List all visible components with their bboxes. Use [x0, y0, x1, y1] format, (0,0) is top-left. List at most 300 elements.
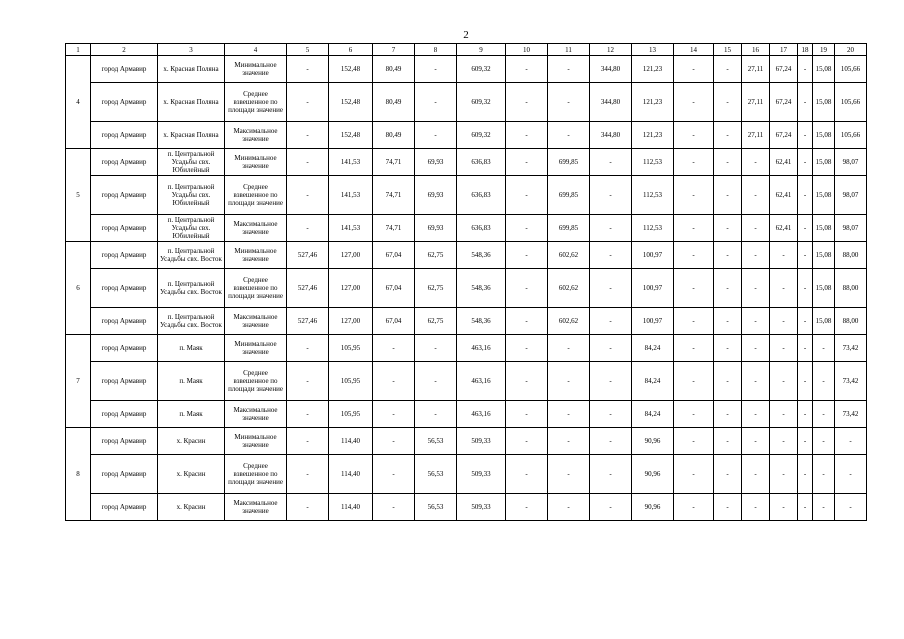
table-cell: -: [770, 269, 798, 308]
table-cell: -: [590, 149, 632, 176]
table-cell: -: [415, 122, 457, 149]
table-cell: 152,48: [329, 83, 373, 122]
table-cell: 114,40: [329, 455, 373, 494]
table-cell: 98,07: [835, 215, 867, 242]
table-cell: -: [506, 335, 548, 362]
table-cell: город Армавир: [91, 401, 158, 428]
column-number-20: 20: [835, 44, 867, 56]
table-cell: -: [770, 362, 798, 401]
table-cell: -: [798, 242, 813, 269]
table-cell: -: [714, 494, 742, 521]
table-cell: 636,83: [457, 176, 506, 215]
table-cell: -: [548, 428, 590, 455]
table-cell: 114,40: [329, 494, 373, 521]
table-cell: х. Красная Поляна: [158, 122, 225, 149]
table-cell: -: [373, 362, 415, 401]
table-cell: п. Центральной Усадьбы свх. Юбилейный: [158, 176, 225, 215]
table-cell: 56,53: [415, 428, 457, 455]
table-cell: 15,08: [813, 215, 835, 242]
table-cell: 609,32: [457, 83, 506, 122]
table-cell: -: [415, 56, 457, 83]
table-cell: -: [674, 335, 714, 362]
table-cell: 90,96: [632, 455, 674, 494]
table-row: [66, 149, 867, 176]
table-cell: 121,23: [632, 56, 674, 83]
table-cell: Максимальное значение: [225, 122, 287, 149]
column-number-6: 6: [329, 44, 373, 56]
table-cell: -: [714, 56, 742, 83]
table-row: [66, 494, 867, 521]
table-cell: 15,08: [813, 56, 835, 83]
table-cell: -: [742, 242, 770, 269]
table-cell: Среднее взвешенное по площади значение: [225, 83, 287, 122]
table-cell: 15,08: [813, 83, 835, 122]
table-cell: 84,24: [632, 401, 674, 428]
column-number-7: 7: [373, 44, 415, 56]
table-cell: -: [798, 428, 813, 455]
table-cell: -: [742, 494, 770, 521]
table-cell: 509,33: [457, 494, 506, 521]
table-cell: -: [287, 455, 329, 494]
table-cell: -: [506, 122, 548, 149]
table-cell: 62,41: [770, 215, 798, 242]
table-cell: город Армавир: [91, 149, 158, 176]
table-row: [66, 242, 867, 269]
table-cell: 699,85: [548, 149, 590, 176]
table-cell: 69,93: [415, 215, 457, 242]
table-cell: -: [674, 401, 714, 428]
table-cell: -: [674, 269, 714, 308]
table-cell: 141,53: [329, 215, 373, 242]
table-cell: 27,11: [742, 83, 770, 122]
table-cell: х. Красная Поляна: [158, 83, 225, 122]
table-cell: 152,48: [329, 56, 373, 83]
table-cell: Среднее взвешенное по площади значение: [225, 455, 287, 494]
table-cell: 141,53: [329, 149, 373, 176]
table-cell: -: [742, 308, 770, 335]
table-cell: 344,80: [590, 83, 632, 122]
table-cell: Максимальное значение: [225, 494, 287, 521]
table-cell: 90,96: [632, 428, 674, 455]
table-cell: 602,62: [548, 308, 590, 335]
table-cell: город Армавир: [91, 494, 158, 521]
table-cell: -: [590, 455, 632, 494]
table-cell: город Армавир: [91, 428, 158, 455]
table-cell: -: [548, 494, 590, 521]
table-cell: -: [506, 215, 548, 242]
table-cell: 15,08: [813, 242, 835, 269]
table-cell: город Армавир: [91, 308, 158, 335]
table-cell: город Армавир: [91, 122, 158, 149]
table-cell: -: [813, 494, 835, 521]
table-cell: -: [548, 122, 590, 149]
column-number-14: 14: [674, 44, 714, 56]
table-cell: 100,97: [632, 269, 674, 308]
row-number: 6: [66, 242, 91, 335]
column-number-10: 10: [506, 44, 548, 56]
table-cell: -: [373, 494, 415, 521]
table-cell: 105,66: [835, 56, 867, 83]
table-cell: 62,41: [770, 149, 798, 176]
table-cell: город Армавир: [91, 335, 158, 362]
table-cell: город Армавир: [91, 242, 158, 269]
table-cell: -: [742, 401, 770, 428]
table-cell: -: [742, 335, 770, 362]
table-cell: 636,83: [457, 215, 506, 242]
table-cell: -: [590, 362, 632, 401]
table-cell: -: [590, 242, 632, 269]
table-cell: Минимальное значение: [225, 149, 287, 176]
table-cell: город Армавир: [91, 56, 158, 83]
table-cell: х. Красин: [158, 428, 225, 455]
table-cell: -: [674, 308, 714, 335]
table-cell: -: [287, 215, 329, 242]
table-cell: -: [770, 401, 798, 428]
column-number-11: 11: [548, 44, 590, 56]
table-cell: 463,16: [457, 362, 506, 401]
table-cell: -: [590, 428, 632, 455]
table-cell: -: [798, 149, 813, 176]
table-cell: 15,08: [813, 149, 835, 176]
table-row: [66, 335, 867, 362]
table-cell: 100,97: [632, 308, 674, 335]
table-cell: 509,33: [457, 455, 506, 494]
column-number-1: 1: [66, 44, 91, 56]
table-cell: -: [742, 176, 770, 215]
table-row: [66, 401, 867, 428]
table-cell: -: [742, 269, 770, 308]
table-cell: 105,66: [835, 122, 867, 149]
table-cell: -: [742, 362, 770, 401]
table-cell: -: [742, 149, 770, 176]
table-cell: 88,00: [835, 269, 867, 308]
table-cell: п. Маяк: [158, 401, 225, 428]
table-cell: Минимальное значение: [225, 56, 287, 83]
column-number-17: 17: [770, 44, 798, 56]
table-cell: 15,08: [813, 122, 835, 149]
table-cell: -: [373, 455, 415, 494]
table-body: [66, 44, 867, 521]
table-row: [66, 83, 867, 122]
table-cell: -: [506, 401, 548, 428]
table-cell: -: [506, 242, 548, 269]
table-cell: Среднее взвешенное по площади значение: [225, 269, 287, 308]
table-cell: -: [714, 122, 742, 149]
table-cell: 80,49: [373, 122, 415, 149]
column-number-15: 15: [714, 44, 742, 56]
table-cell: 127,00: [329, 308, 373, 335]
table-cell: 84,24: [632, 362, 674, 401]
table-cell: 127,00: [329, 269, 373, 308]
table-cell: -: [674, 494, 714, 521]
table-cell: п. Центральной Усадьбы свх. Восток: [158, 308, 225, 335]
column-number-5: 5: [287, 44, 329, 56]
column-number-3: 3: [158, 44, 225, 56]
table-cell: -: [798, 122, 813, 149]
table-cell: 527,46: [287, 242, 329, 269]
table-cell: 15,08: [813, 308, 835, 335]
table-cell: 105,95: [329, 362, 373, 401]
table-cell: 548,36: [457, 242, 506, 269]
table-cell: Минимальное значение: [225, 428, 287, 455]
table-cell: Максимальное значение: [225, 401, 287, 428]
table-cell: 114,40: [329, 428, 373, 455]
table-cell: -: [674, 215, 714, 242]
table-cell: -: [742, 455, 770, 494]
table-cell: 69,93: [415, 149, 457, 176]
table-cell: -: [506, 56, 548, 83]
table-cell: -: [798, 269, 813, 308]
table-cell: -: [506, 494, 548, 521]
table-cell: город Армавир: [91, 362, 158, 401]
table-cell: 80,49: [373, 56, 415, 83]
table-cell: -: [798, 335, 813, 362]
table-cell: -: [798, 56, 813, 83]
table-cell: -: [674, 83, 714, 122]
table-cell: 105,95: [329, 335, 373, 362]
table-cell: 74,71: [373, 149, 415, 176]
table-cell: -: [770, 428, 798, 455]
column-number-12: 12: [590, 44, 632, 56]
table-cell: -: [590, 269, 632, 308]
table-cell: 62,75: [415, 269, 457, 308]
table-cell: 74,71: [373, 215, 415, 242]
column-number-4: 4: [225, 44, 287, 56]
table-cell: -: [813, 401, 835, 428]
row-number: 4: [66, 56, 91, 149]
table-cell: -: [714, 215, 742, 242]
table-cell: 344,80: [590, 56, 632, 83]
table-row: [66, 428, 867, 455]
table-cell: 73,42: [835, 335, 867, 362]
table-cell: -: [674, 56, 714, 83]
row-number: 5: [66, 149, 91, 242]
table-cell: п. Центральной Усадьбы свх. Юбилейный: [158, 149, 225, 176]
table-cell: -: [590, 308, 632, 335]
table-cell: -: [373, 428, 415, 455]
table-cell: 112,53: [632, 215, 674, 242]
table-cell: 121,23: [632, 83, 674, 122]
table-cell: -: [506, 308, 548, 335]
table-cell: -: [373, 335, 415, 362]
table-cell: 105,66: [835, 83, 867, 122]
table-cell: -: [506, 455, 548, 494]
table-cell: -: [742, 215, 770, 242]
table-cell: п. Центральной Усадьбы свх. Восток: [158, 242, 225, 269]
table-cell: 67,04: [373, 269, 415, 308]
table-cell: 100,97: [632, 242, 674, 269]
table-cell: п. Маяк: [158, 335, 225, 362]
table-cell: -: [287, 428, 329, 455]
table-cell: 67,24: [770, 56, 798, 83]
table-cell: -: [714, 428, 742, 455]
table-cell: 88,00: [835, 308, 867, 335]
table-cell: 636,83: [457, 149, 506, 176]
header-row: [66, 44, 867, 56]
table-cell: -: [798, 308, 813, 335]
table-row: [66, 308, 867, 335]
table-cell: 74,71: [373, 176, 415, 215]
table-cell: -: [548, 83, 590, 122]
table-cell: -: [813, 455, 835, 494]
table-cell: 344,80: [590, 122, 632, 149]
table-row: [66, 56, 867, 83]
table-cell: -: [590, 494, 632, 521]
table-cell: -: [813, 362, 835, 401]
table-cell: 463,16: [457, 401, 506, 428]
table-cell: -: [674, 428, 714, 455]
table-cell: 548,36: [457, 308, 506, 335]
table-cell: -: [674, 176, 714, 215]
table-cell: -: [674, 362, 714, 401]
table-cell: -: [415, 401, 457, 428]
table-cell: город Армавир: [91, 83, 158, 122]
table-cell: -: [714, 83, 742, 122]
table-cell: -: [798, 455, 813, 494]
table-cell: город Армавир: [91, 176, 158, 215]
column-number-8: 8: [415, 44, 457, 56]
table-cell: -: [506, 83, 548, 122]
table-cell: -: [287, 149, 329, 176]
table-cell: -: [835, 494, 867, 521]
table-cell: -: [287, 83, 329, 122]
page-number: 2: [463, 29, 469, 41]
table-cell: 112,53: [632, 149, 674, 176]
table-cell: Среднее взвешенное по площади значение: [225, 362, 287, 401]
table-cell: -: [714, 269, 742, 308]
table-cell: -: [714, 242, 742, 269]
data-table: [65, 43, 867, 521]
table-cell: 602,62: [548, 242, 590, 269]
table-cell: х. Красин: [158, 494, 225, 521]
table-cell: -: [506, 362, 548, 401]
table-row: [66, 215, 867, 242]
table-cell: -: [287, 122, 329, 149]
table-cell: -: [813, 335, 835, 362]
table-cell: -: [287, 176, 329, 215]
table-cell: -: [287, 56, 329, 83]
table-cell: -: [415, 335, 457, 362]
table-cell: х. Красная Поляна: [158, 56, 225, 83]
table-cell: 67,24: [770, 122, 798, 149]
table-cell: Среднее взвешенное по площади значение: [225, 176, 287, 215]
table-cell: 67,04: [373, 242, 415, 269]
table-cell: -: [548, 56, 590, 83]
table-cell: -: [770, 308, 798, 335]
table-cell: -: [798, 83, 813, 122]
table-cell: п. Центральной Усадьбы свх. Юбилейный: [158, 215, 225, 242]
table-cell: 509,33: [457, 428, 506, 455]
table-cell: 699,85: [548, 176, 590, 215]
table-cell: 141,53: [329, 176, 373, 215]
table-cell: -: [714, 176, 742, 215]
table-cell: 84,24: [632, 335, 674, 362]
table-cell: -: [770, 335, 798, 362]
table-cell: -: [548, 335, 590, 362]
column-number-19: 19: [813, 44, 835, 56]
table-cell: 56,53: [415, 494, 457, 521]
table-cell: -: [674, 455, 714, 494]
table-cell: -: [770, 494, 798, 521]
table-cell: -: [798, 494, 813, 521]
table-cell: 699,85: [548, 215, 590, 242]
table-cell: -: [674, 122, 714, 149]
table-cell: -: [548, 455, 590, 494]
table-cell: -: [548, 362, 590, 401]
row-number: 8: [66, 428, 91, 521]
table-cell: -: [742, 428, 770, 455]
table-cell: 62,41: [770, 176, 798, 215]
table-row: [66, 269, 867, 308]
table-cell: 15,08: [813, 269, 835, 308]
table-cell: 80,49: [373, 83, 415, 122]
table-cell: 548,36: [457, 269, 506, 308]
table-cell: 73,42: [835, 362, 867, 401]
table-cell: Максимальное значение: [225, 308, 287, 335]
table-cell: -: [506, 149, 548, 176]
table-cell: -: [835, 455, 867, 494]
table-cell: -: [287, 335, 329, 362]
table-cell: -: [373, 401, 415, 428]
table-cell: -: [798, 362, 813, 401]
table-cell: -: [714, 362, 742, 401]
table-cell: -: [506, 269, 548, 308]
column-number-16: 16: [742, 44, 770, 56]
table-row: [66, 122, 867, 149]
table-cell: -: [287, 401, 329, 428]
table-cell: 67,04: [373, 308, 415, 335]
table-cell: -: [798, 176, 813, 215]
table-cell: 62,75: [415, 308, 457, 335]
table-cell: -: [590, 335, 632, 362]
table-cell: -: [813, 428, 835, 455]
table-cell: -: [714, 401, 742, 428]
table-cell: х. Красин: [158, 455, 225, 494]
table-cell: -: [590, 401, 632, 428]
table-cell: город Армавир: [91, 455, 158, 494]
table-cell: Минимальное значение: [225, 335, 287, 362]
table-cell: п. Маяк: [158, 362, 225, 401]
table-cell: 67,24: [770, 83, 798, 122]
table-cell: 15,08: [813, 176, 835, 215]
table-cell: 121,23: [632, 122, 674, 149]
table-cell: 27,11: [742, 122, 770, 149]
table-cell: 88,00: [835, 242, 867, 269]
table-cell: -: [287, 494, 329, 521]
table-cell: 527,46: [287, 308, 329, 335]
table-cell: Минимальное значение: [225, 242, 287, 269]
table-cell: -: [714, 335, 742, 362]
table-cell: 69,93: [415, 176, 457, 215]
column-number-13: 13: [632, 44, 674, 56]
table-cell: 62,75: [415, 242, 457, 269]
table-cell: город Армавир: [91, 215, 158, 242]
table-cell: -: [835, 428, 867, 455]
table-cell: 27,11: [742, 56, 770, 83]
table-cell: -: [714, 308, 742, 335]
table-cell: 98,07: [835, 149, 867, 176]
table-cell: -: [590, 215, 632, 242]
table-cell: 602,62: [548, 269, 590, 308]
column-number-18: 18: [798, 44, 813, 56]
table-cell: 527,46: [287, 269, 329, 308]
table-cell: -: [287, 362, 329, 401]
table-cell: 609,32: [457, 122, 506, 149]
table-cell: город Армавир: [91, 269, 158, 308]
table-cell: -: [506, 176, 548, 215]
table-cell: 73,42: [835, 401, 867, 428]
table-cell: -: [590, 176, 632, 215]
